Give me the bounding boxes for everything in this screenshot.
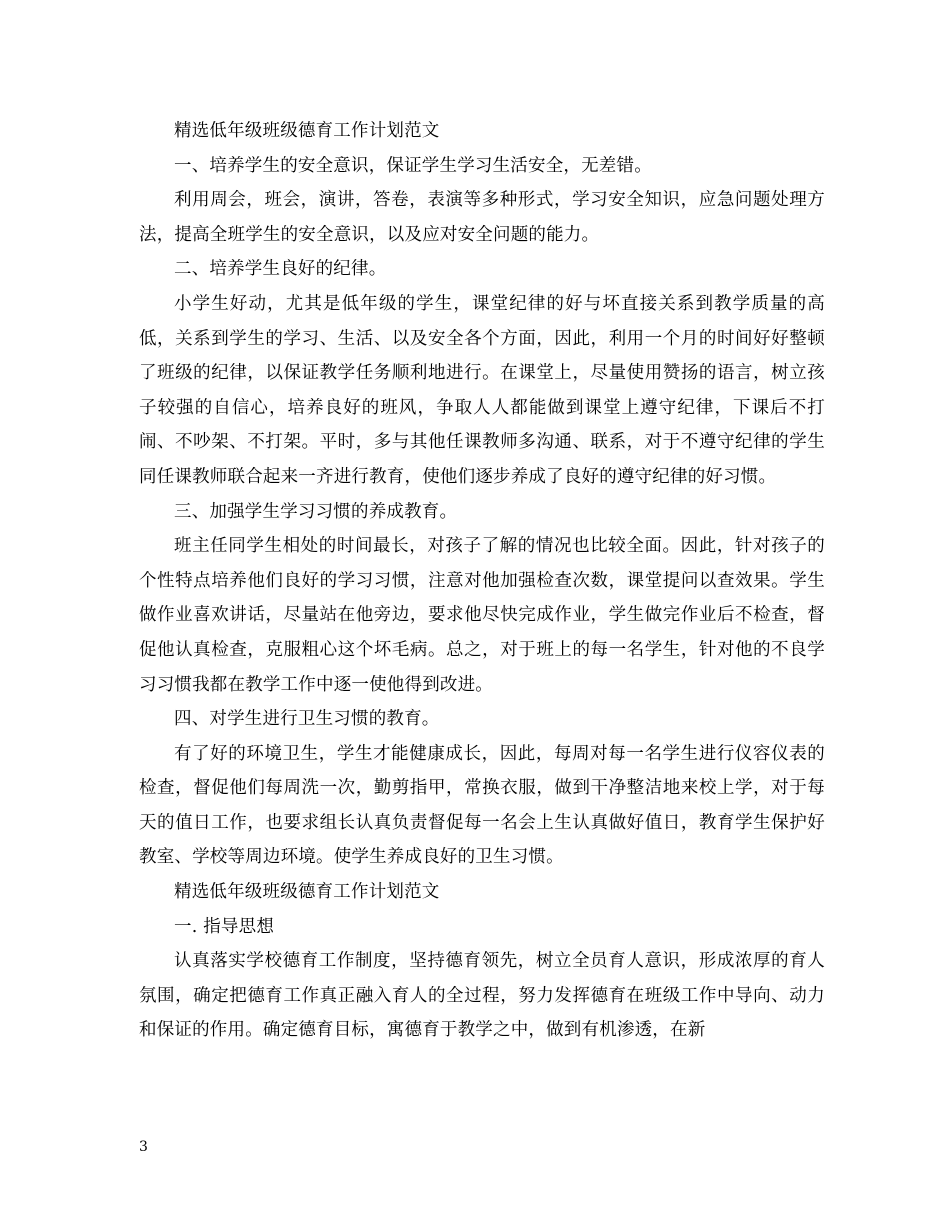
section-heading-study-habits: 三、加强学生学习习惯的养成教育。 — [174, 501, 458, 522]
document-title: 精选低年级班级德育工作计划范文 — [174, 121, 440, 141]
paragraph-discipline: 小学生好动，尤其是低年级的学生，课堂纪律的好与坏直接关系到教学质量的高低，关系到学生的学习、生活、以及安全各个方面，因此，利用一个月的时间好好整顿了班级的纪律，以保证教学任务顺利地进行。在课堂上，尽量使用赞扬的语言，树立孩子较强的自信心，培养良好的班风，争取人人都能做到课堂上遵守纪律，下课后不打闹、不吵架、不打架。平时，多与其他任课教师多沟通、联系，对于不遵守纪律的学生同任课教师联合起来一齐进行教育，使他们逐步养成了良好的遵守纪律的好习惯。 — [139, 293, 825, 487]
paragraph-safety: 利用周会，班会，演讲，答卷，表演等多种形式，学习安全知识，应急问题处理方法，提高全班学生的安全意识，以及应对安全问题的能力。 — [139, 190, 825, 245]
paragraph-study-habits: 班主任同学生相处的时间最长，对孩子了解的情况也比较全面。因此，针对孩子的个性特点培养他们良好的学习习惯，注意对他加强检查次数，课堂提问以查效果。学生做作业喜欢讲话，尽量站在他旁边，要求他尽快完成作业，学生做完作业后不检查，督促他认真检查，克服粗心这个坏毛病。总之，对于班上的每一名学生，针对他的不良学习习惯我都在教学工作中逐一使他得到改进。 — [139, 536, 825, 695]
section-heading-discipline: 二、培养学生良好的纪律。 — [174, 259, 387, 280]
section-heading-safety: 一、培养学生的安全意识，保证学生学习生活安全，无差错。 — [174, 155, 652, 176]
paragraph-hygiene: 有了好的环境卫生，学生才能健康成长，因此，每周对每一名学生进行仪容仪表的检查，督促他们每周洗一次，勤剪指甲，常换衣服，做到干净整洁地来校上学，对于每天的值日工作，也要求组长认真负责督促每一名会上生认真做好值日，教育学生保护好教室、学校等周边环境。使学生养成良好的卫生习惯。 — [139, 743, 825, 868]
document-title-second: 精选低年级班级德育工作计划范文 — [174, 882, 440, 903]
page-number: 3 — [139, 1139, 148, 1155]
document-body — [139, 114, 825, 1048]
section-heading-hygiene: 四、对学生进行卫生习惯的教育。 — [174, 709, 440, 730]
paragraph-guiding-ideology: 认真落实学校德育工作制度，坚持德育领先，树立全员育人意识，形成浓厚的育人氛围，确定把德育工作真正融入育人的全过程，努力发挥德育在班级工作中导向、动力和保证的作用。确定德育目标，寓德育于教学之中，做到有机渗透，在新 — [139, 951, 825, 1041]
section-heading-guiding-ideology: 一. 指导思想 — [174, 916, 275, 937]
